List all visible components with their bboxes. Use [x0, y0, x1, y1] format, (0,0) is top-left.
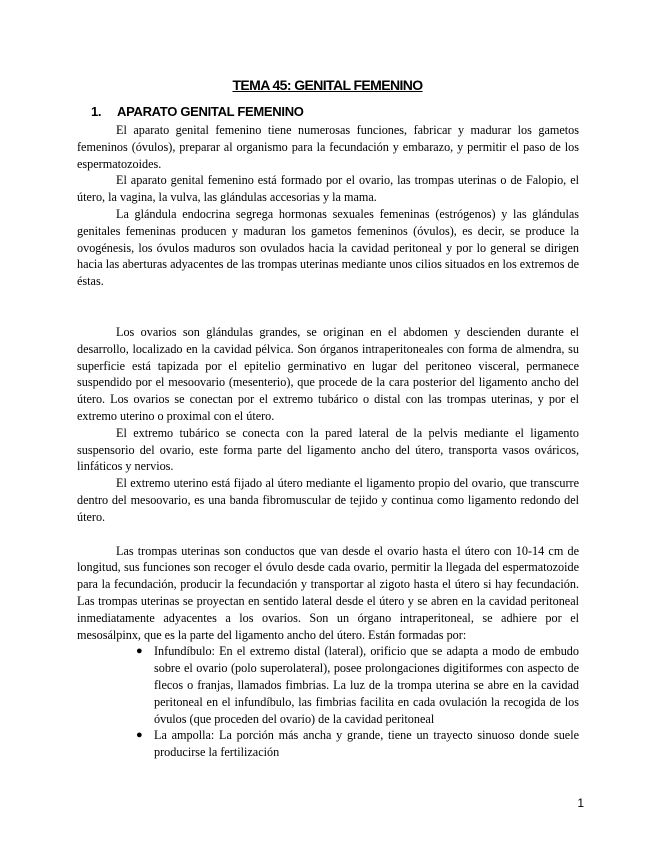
bullet-list: [77, 643, 579, 761]
list-item-text: La ampolla: La porción más ancha y grande, tiene un trayecto sinuoso donde suele producirse la fertilización: [154, 728, 579, 760]
paragraph-spacer: [77, 290, 579, 307]
paragraph: Las trompas uterinas son conductos que van desde el ovario hasta el útero con 10-14 cm de longitud, sus funciones son recoger el óvulo desde cada ovario, permitir la llegada del espermatozoide para la fecundación, producir la fecundación y transportar al zigoto hasta el útero si hay fecundación. Las trompas uterinas se proyectan en sentido lateral desde el útero y se abren en la cavidad peritoneal inmediatamente adyacentes a los ovarios. Son un órgano intraperitoneal, se adhiere por el mesosálpinx, que es la parte del ligamento ancho del útero. Están formadas por:: [77, 543, 579, 642]
paragraph: La glándula endocrina segrega hormonas sexuales femeninas (estrógenos) y las glándulas genitales femeninas producen y maduran los gametos femeninos (óvulos), es decir, se produce la ovogénesis, los óvulos maduros son ovulados hacia la cavidad peritoneal y por lo general se dirigen hacia las aberturas adyacentes de las trompas uterinas mediante unos cilios situados en los extremos de éstas.: [77, 206, 579, 289]
document-title: TEMA 45: GENITAL FEMENINO: [232, 77, 423, 93]
paragraph-spacer: [77, 307, 579, 324]
paragraph: El aparato genital femenino tiene numerosas funciones, fabricar y madurar los gametos femeninos (óvulos), preparar al organismo para la fecundación y embarazo, y permitir el paso de los espermatozoides.: [77, 123, 579, 171]
list-item: [136, 643, 579, 727]
bullet-icon: ●: [136, 645, 143, 658]
paragraph: El extremo uterino está fijado al útero mediante el ligamento propio del ovario, que transcurre dentro del mesoovario, es una banda fibromuscular de tejido y continua como ligamento redondo del útero.: [77, 476, 579, 524]
page-number: 1: [577, 796, 584, 810]
section-number: 1.: [91, 104, 102, 119]
list-item: [136, 727, 579, 761]
list-item-text: Infundíbulo: En el extremo distal (lateral), orificio que se adapta a modo de embudo sobre el ovario (polo superolateral), posee prolongaciones digitiformes con aspecto de flecos o franjas, llamados fimbrias. La luz de la trompa uterina se abre en la cavidad peritoneal en el infundíbulo, las fimbrias facilita en cada ovulación la recogida de los óvulos (que proceden del ovario) de la cavidad peritoneal: [154, 644, 579, 726]
section-title: APARATO GENITAL FEMENINO: [117, 104, 304, 119]
paragraph: El aparato genital femenino está formado por el ovario, las trompas uterinas o de Falopio, el útero, la vagina, la vulva, las glándulas accesorias y la mama.: [77, 173, 579, 205]
paragraph: Los ovarios son glándulas grandes, se originan en el abdomen y descienden durante el desarrollo, localizado en la cavidad pélvica. Son órganos intraperitoneales con forma de almendra, su superficie está tapizada por el epitelio germinativo en lugar del peritoneo visceral, permanece suspendido por el mesoovario (mesenterio), que procede de la cara posterior del ligamento ancho del útero. Los ovarios se conectan por el extremo tubárico o distal con las trompas uterinas, y por el extremo uterino o proximal con el útero.: [77, 324, 579, 423]
section-heading: [91, 104, 304, 121]
bullet-icon: ●: [136, 729, 143, 742]
paragraph-spacer: [77, 526, 579, 543]
body-text: [77, 122, 579, 761]
paragraph: El extremo tubárico se conecta con la pared lateral de la pelvis mediante el ligamento suspensorio del ovario, este forma parte del ligamento ancho del útero, transporta vasos ováricos, linfáticos y nervios.: [77, 425, 579, 474]
